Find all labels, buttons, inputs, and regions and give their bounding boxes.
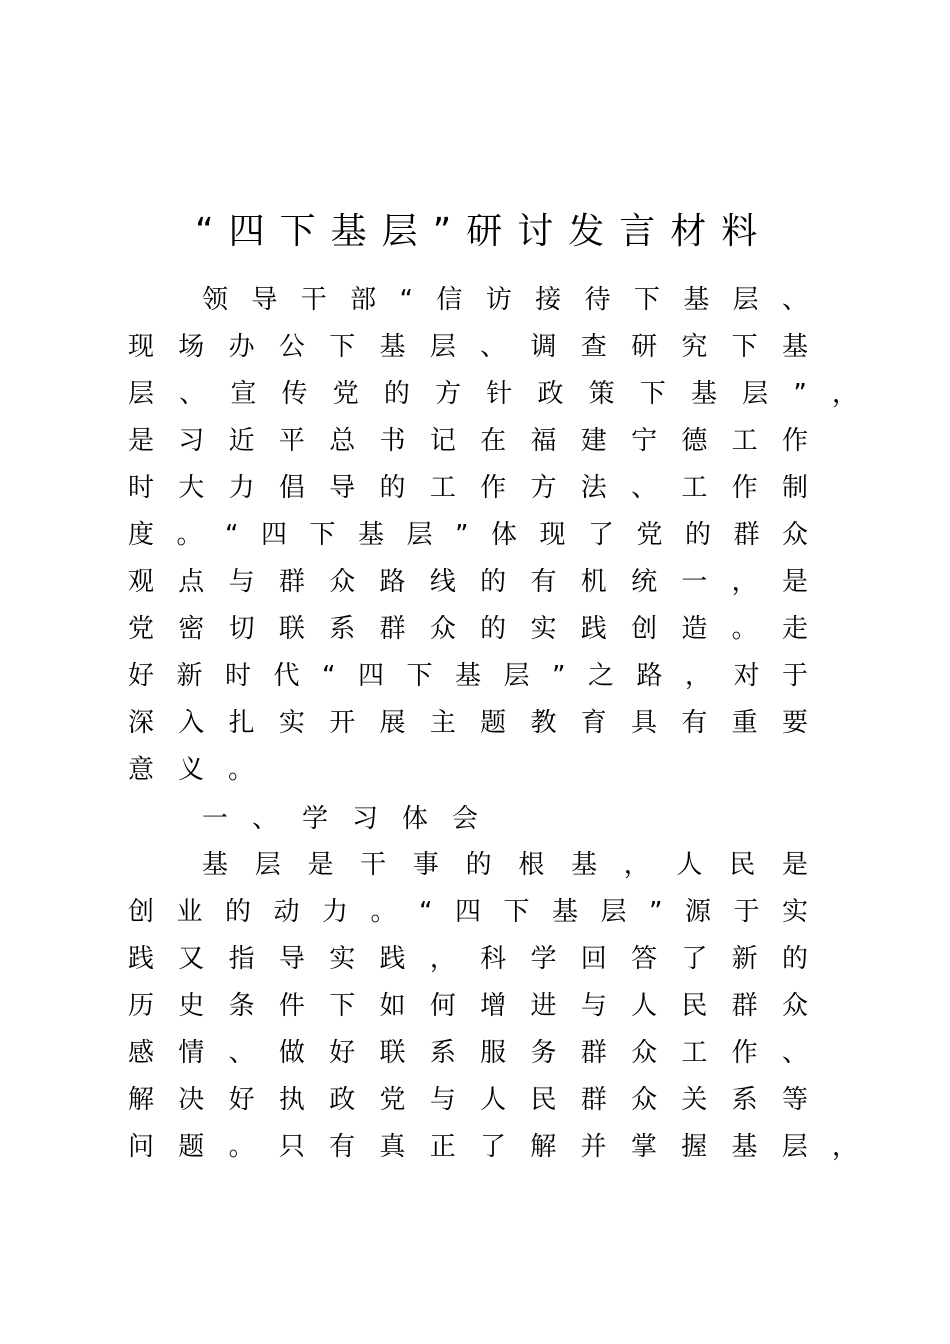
paragraph-line: 创业的动力。“四下基层”源于实 xyxy=(128,897,808,927)
paragraph-line: 层、宣传党的方针政策下基层”， xyxy=(128,379,858,409)
paragraph-line: 历史条件下如何增进与人民群众 xyxy=(128,991,808,1021)
paragraph-line: 问题。只有真正了解并掌握基层， xyxy=(128,1132,858,1162)
document-title: “四下基层”研讨发言材料 xyxy=(195,211,773,252)
paragraph-line: 度。“四下基层”体现了党的群众 xyxy=(128,520,808,550)
paragraph-line: 践又指导实践，科学回答了新的 xyxy=(128,944,808,974)
paragraph-line: 好新时代“四下基层”之路，对于 xyxy=(128,661,808,691)
paragraph-line: 解决好执政党与人民群众关系等 xyxy=(128,1085,808,1115)
section-heading: 一、学习体会 xyxy=(202,804,503,834)
paragraph-line: 感情、做好联系服务群众工作、 xyxy=(128,1038,808,1068)
paragraph-line: 时大力倡导的工作方法、工作制 xyxy=(128,473,808,503)
paragraph-line: 党密切联系群众的实践创造。走 xyxy=(128,614,808,644)
paragraph-line: 基层是干事的根基，人民是 xyxy=(202,850,808,880)
paragraph-line: 领导干部“信访接待下基层、 xyxy=(202,285,808,315)
paragraph-line: 意义。 xyxy=(128,755,279,785)
paragraph-line: 深入扎实开展主题教育具有重要 xyxy=(128,708,808,738)
paragraph-line: 现场办公下基层、调查研究下基 xyxy=(128,332,808,362)
paragraph-line: 是习近平总书记在福建宁德工作 xyxy=(128,426,808,456)
paragraph-line: 观点与群众路线的有机统一，是 xyxy=(128,567,808,597)
